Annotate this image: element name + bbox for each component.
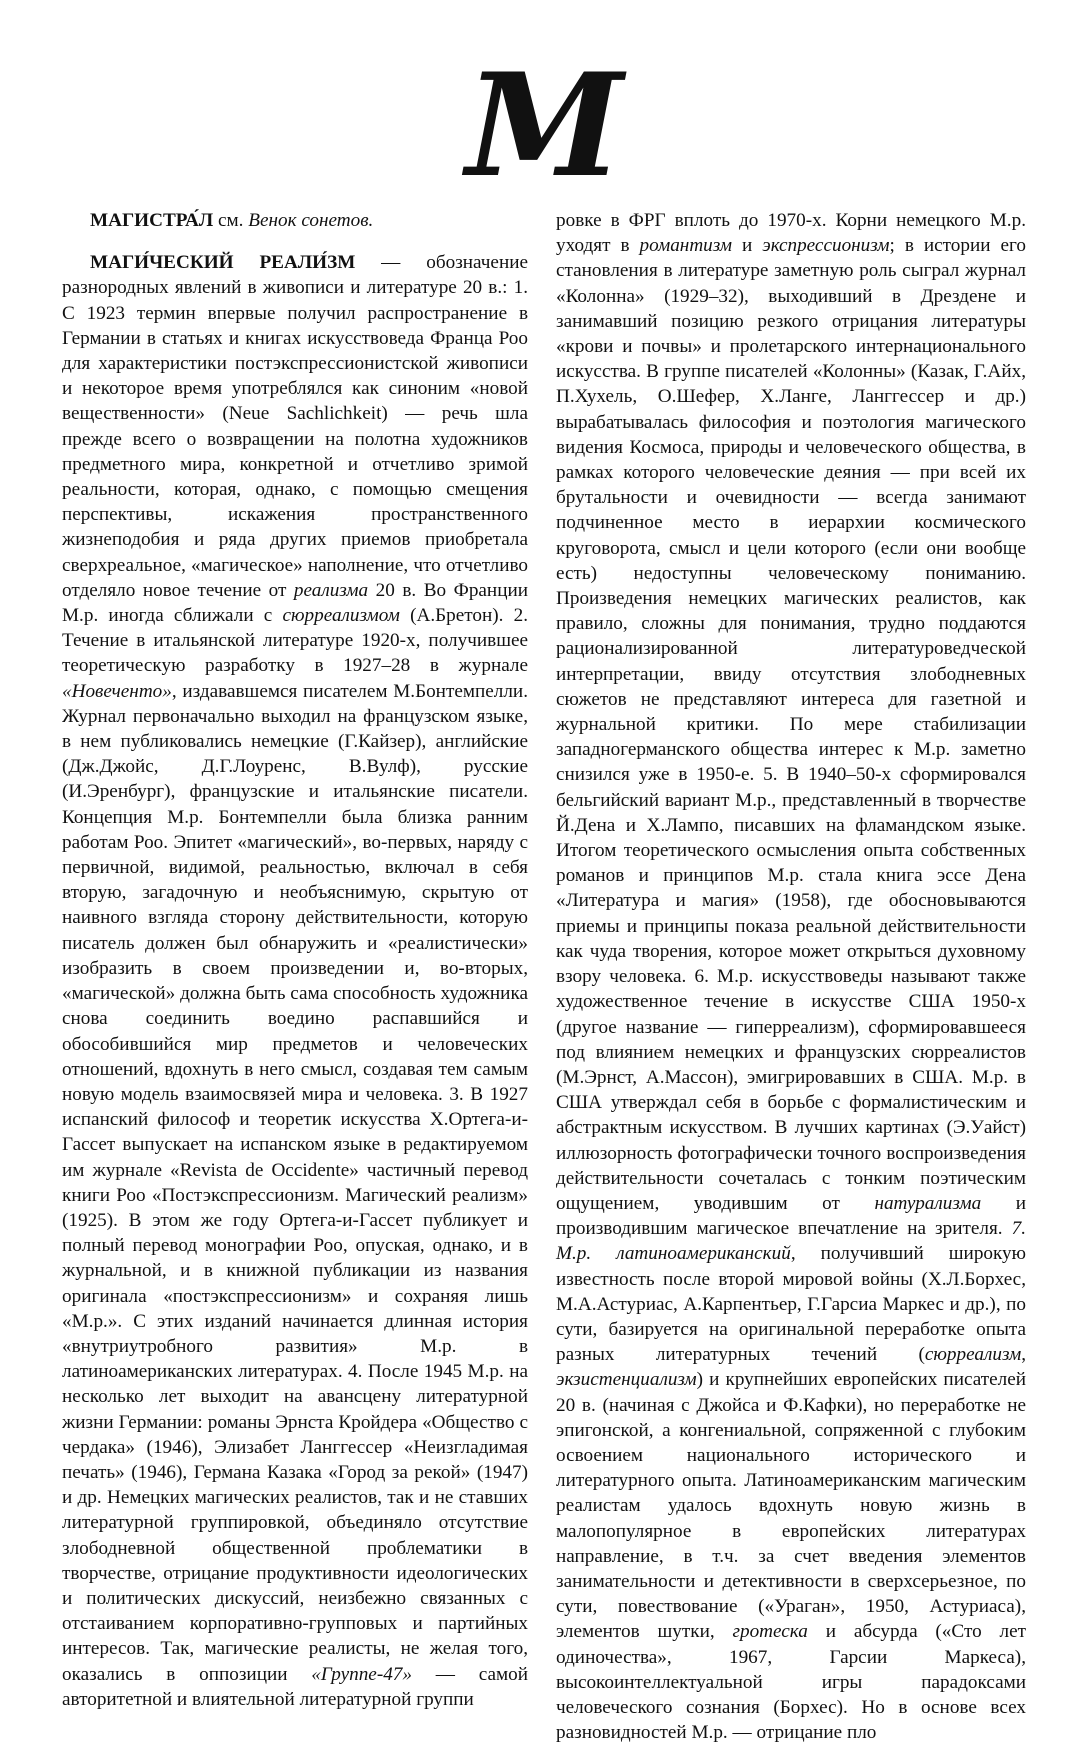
cross-reference: гротеска bbox=[732, 1621, 808, 1643]
headword-magic-realism: МАГИ́ЧЕСКИЙ РЕАЛИ́ЗМ bbox=[90, 252, 356, 274]
entry-text: ) и крупнейших европейских писателей 20 в. (начиная с Джойса и Ф.Кафки), но переработке не эпигонской, а конгениальной, сопряженной с глубоким освоением национального исторического и литературного опыта. Латиноамериканским магическим реалистам удалось вдохнуть новую жизнь в малопопулярное в европейских литературах направление, в т.ч. за счет введения элементов занимательности и детективности в сверхсерьезное, по сути, повествование («Ураган», 1950, Астуриаса), элементов шутки, bbox=[556, 1369, 1026, 1643]
headword-magistral: МАГИСТРА́Л bbox=[90, 210, 214, 231]
entry-text: 20 в. Во Франции М.р. иногда сближали с bbox=[62, 579, 528, 627]
cross-reference: Венок сонетов. bbox=[248, 210, 374, 231]
entry-text: (А.Бретон). 2. Течение в итальянской литературе 1920-х, получившее теоретическую разработку в 1927–28 в журнале bbox=[62, 605, 528, 677]
entry-text: ровке в ФРГ вплоть до 1970-х. Корни немецкого М.р. уходят в bbox=[556, 210, 1026, 257]
entry-text: , издававшемся писателем М.Бонтемпелли. Журнал первоначально выходил на французском языке, в нем публиковались немецкие (Г.Кайзер), английские (Дж.Джойс, Д.Г.Лоуренс, В.Вулф), русские (И.Эренбург), французские и итальянские писатели. Концепция М.р. Бонтемпелли была близка ранним работам Роо. Эпитет «магический», во-первых, наряду с первичной, видимой, реальностью, включал в себя вторую, загадочную и необъяснимую, скрытую от наивного взгляда сторону действительности, которую писатель должен был обнаружить и «реалистически» изобразить в своем произведении и, во-вторых, «магической» должна быть сама способность художника снова соединить воедино распавшийся и обособившийся мир предметов и человеческих отношений, вдохнуть в него смысл, создавая тем самым новую модель взаимосвязей мира и человека. 3. В 1927 испанский философ и теоретик искусства Х.Ортега-и-Гассет выпускает на испанском языке в редактируемом им журнале «Revista de Occidente» частичный перевод книги Роо «Постэкспрессионизм. Магический реализм» (1925). В этом же году Ортега-и-Гассет публикует и полный перевод монографии Роо, опуская, однако, и в журнальной, и в книжной публикации из названия оригинала «постэкспрессионизм» и сохраняя лишь «М.р.». С этих изданий начинается длинная история «внутриутробного развития» М.р. в латиноамериканских литературах. 4. После 1945 М.р. на несколько лет выходит на авансцену литературной жизни Германии: романы Эрнста Кройдера «Общество с чердака» (1946), Элизабет Ланггессер «Неизгладимая печать» (1946), Германа Казака «Город за рекой» (1947) и др. Немецких магических реалистов, так и не ставших литературной группировкой, объединяло отсутствие злободневной общественной проблематики в творчестве, отрицание продуктивности идеологических и политических дискуссий, неизбежно связанных с отстаиванием корпоративно-групповых и партийных интересов. Так, магические реалисты, не желая того, оказались в оппозиции bbox=[62, 680, 528, 1685]
cross-reference: 7. М.р. латиноамериканский bbox=[556, 1218, 1026, 1265]
entry-text: и bbox=[732, 235, 763, 257]
entry-continuation bbox=[556, 208, 1026, 1745]
entry-magic-realism bbox=[62, 250, 528, 1712]
entry-text: см. bbox=[213, 210, 249, 231]
entry-text: — самой авторитетной и влиятельной литературной группи bbox=[62, 1663, 529, 1710]
entry-magistral bbox=[62, 208, 528, 233]
right-column bbox=[556, 208, 1026, 1745]
entry-text: , bbox=[1021, 1344, 1026, 1366]
entry-text: и абсурда («Сто лет одиночества», 1967, Гарсии Маркеса), высокоинтеллектуальной игры парадоксами человеческого сознания (Борхес). Но в основе всех разновидностей М.р. — отрицание пло bbox=[556, 1621, 1026, 1744]
cross-reference: сюрреализмом bbox=[282, 605, 400, 627]
section-letter: М bbox=[465, 43, 620, 209]
cross-reference: экспрессионизм bbox=[762, 235, 890, 257]
left-column bbox=[62, 208, 528, 1712]
entry-text: и производившим магическое впечатление на зрителя. bbox=[556, 1192, 1026, 1240]
entry-text: ; в истории его становления в литературе заметную роль сыграл журнал «Колонна» (1929–32), выходивший в Дрездене и занимавший позицию резкого отрицания литературы «крови и почвы» и пролетарского интернационального искусства. В группе писателей «Колонны» (Казак, Г.Айх, П.Хухель, О.Шефер, Х.Ланге, Ланггессер и др.) вырабатывалась философия и поэтология магического видения Космоса, природы и человеческого общества, в рамках которого человеческие деяния — при всей их брутальности и очевидности — всегда занимают подчиненное место в иерархии космического круговорота, смысл и цели которого (если они вообще есть) недоступны человеческому пониманию. Произведения немецких магических реалистов, как правило, сложны для понимания, трудно поддаются рационализированной литературоведческой интерпретации, ввиду отсутствия злободневных сюжетов не представляют интереса для газетной и журнальной критики. По мере стабилизации западногерманского общества интерес к М.р. заметно снизился уже в 1950-е. 5. В 1940–50-х сформировался бельгийский вариант М.р., представленный в творчестве Й.Дена и Х.Лампо, писавших на фламандском языке. Итогом теоретического осмысления опыта собственных романов и принципов М.р. стала книга эссе Дена «Литература и магия» (1958), где обосновываются приемы и принципы показа реальной действительности как чуда творения, которое может открыться духовному взору человека. 6. М.р. искусствоведы называют также художественное течение в искусстве США 1950-х (другое название — гиперреализм), сформировавшееся под влиянием немецких и французских сюрреалистов (М.Эрнст, А.Массон), эмигрировавших в США. М.р. в США утверждал себя в борьбе с формалистическим и абстрактным искусством. В лучших картинах (Э.Уайст) иллюзорность фотографически точного воспроизведения действительности сочеталась с тонким поэтическим ощущением, уводившим от bbox=[556, 235, 1026, 1214]
cross-reference: экзистенциализм bbox=[556, 1369, 697, 1391]
cross-reference: «Новеченто» bbox=[62, 680, 172, 702]
entry-text: , получивший широкую известность после второй мировой войны (Х.Л.Борхес, М.А.Астуриас, А.Карпентьер, Г.Гарсиа Маркес и др.), по сути, базируется на оригинальной переработке опыта разных литературных течений ( bbox=[556, 1243, 1026, 1366]
entry-text: — обозначение разнородных явлений в живописи и литературе 20 в.: 1. С 1923 термин впервые получил распространение в Германии в статьях и книгах искусствоведа Франца Роо для характеристики постэкспрессионистской живописи и некоторое время употреблялся как синоним «новой вещественности» (Neue Sachlichkeit) — речь шла прежде всего о возвращении на полотна художников предметного мира, конкретной и отчетливо зримой реальности, которая, однако, с помощью смещения перспективы, искажения пространственного жизнеподобия и ряда других приемов приобретала сверхреальное, «магическое» наполнение, что отчетливо отделяло новое течение от bbox=[62, 252, 529, 601]
cross-reference: романтизм bbox=[639, 235, 733, 257]
cross-reference: реализма bbox=[293, 579, 369, 601]
cross-reference: сюрреализм bbox=[924, 1344, 1022, 1366]
cross-reference: натурализма bbox=[874, 1192, 982, 1214]
cross-reference: «Группе-47» bbox=[311, 1663, 412, 1685]
